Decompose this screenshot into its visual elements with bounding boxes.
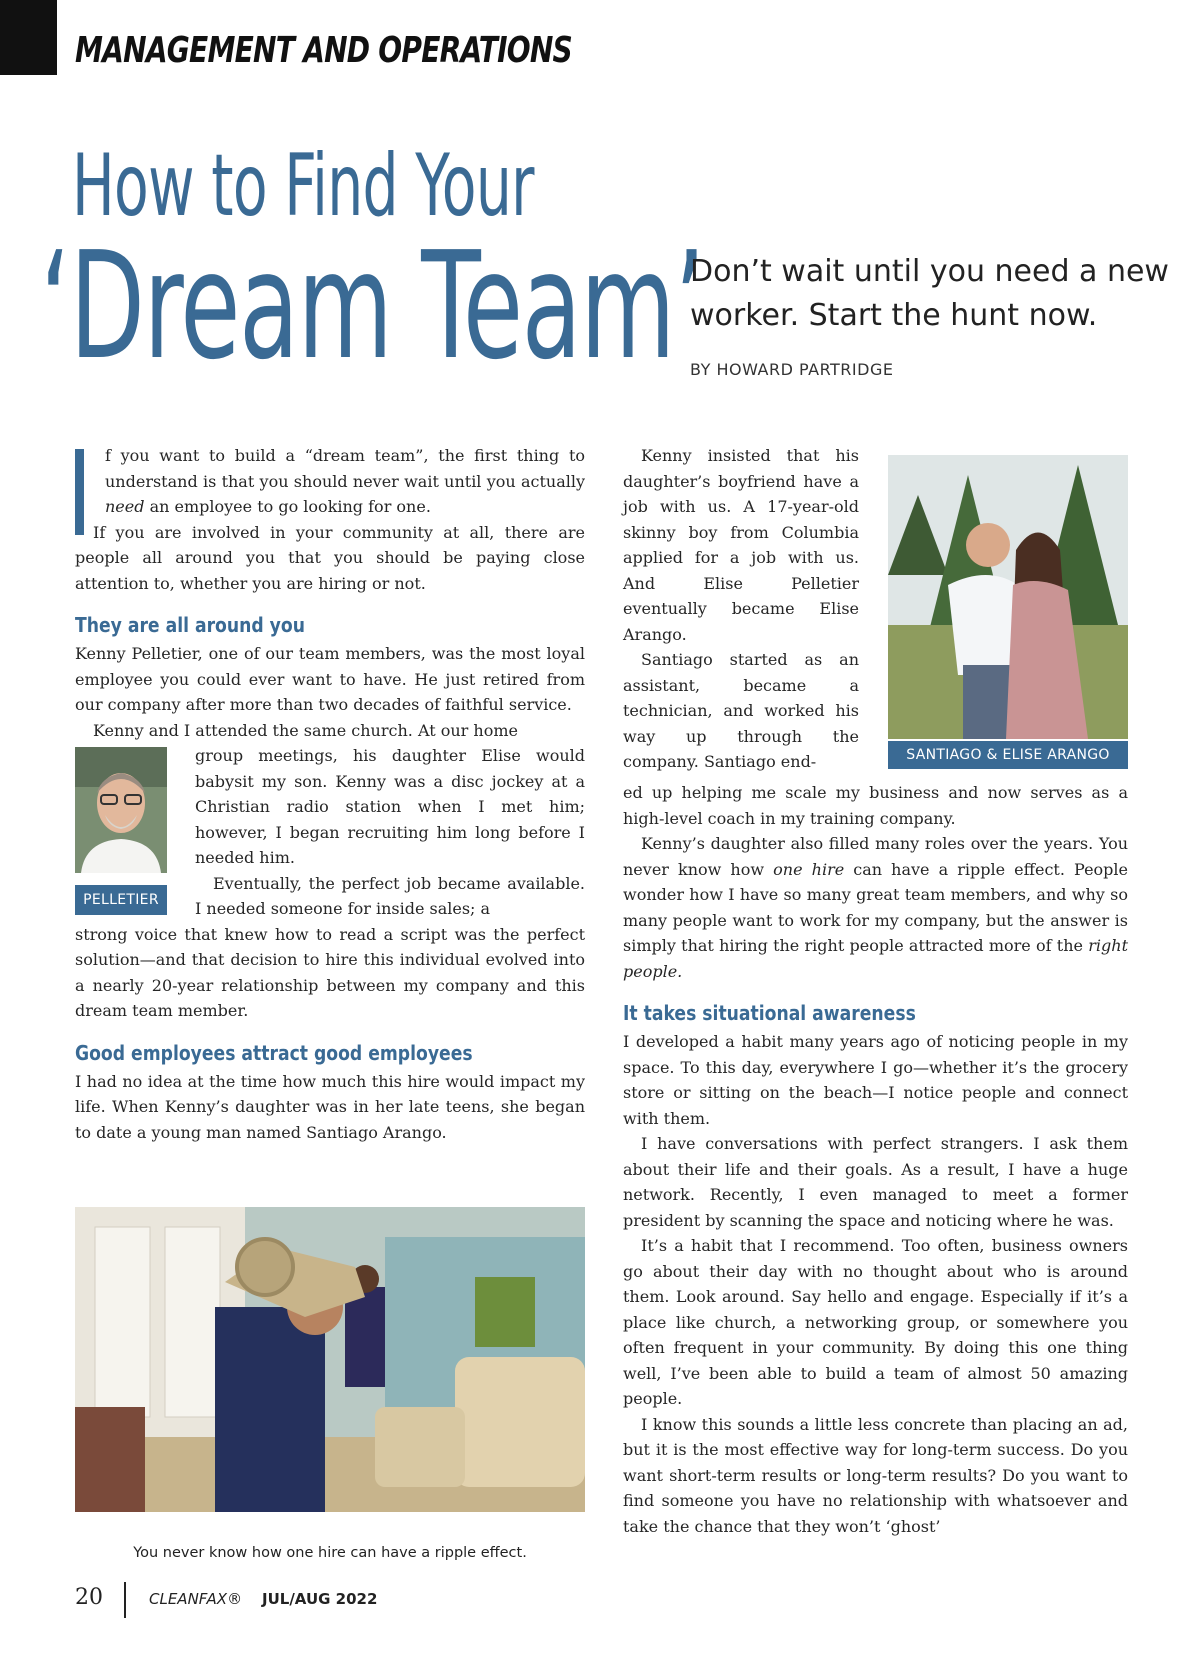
paragraph-strangers: I have conversations with perfect strangers. I ask them about their life and their goals. As a result, I have a huge network. Recently, I even managed to meet a former president by scanning the space and noticing where he was. [623,1134,1128,1230]
footer-divider [124,1582,126,1618]
magazine-name: CLEANFAX® [149,1590,243,1608]
subhead-situational: It takes situational awareness [623,1001,916,1025]
arango-couple-photo [888,455,1128,739]
paragraph-boyfriend: Kenny insisted that his daughter’s boyfriend have a job with us. A 17-year-old skinny boy from Columbia applied for a job with us. And Elise Pelletier eventually became Elise Arango. [623,446,859,644]
paragraph-recommend: It’s a habit that I recommend. Too often, business owners go about their day with no thought about who is around them. Look around. Say hello and engage. Especially if it’s a place like church, a networking group, or somewhere you often frequent in your community. By doing this one thing well, I’ve been able to build a team of almost 50 amazing people. [623,1236,1128,1408]
paragraph-santiago-start: Santiago started as an assistant, became a technician, and worked his way up through the company. Santiago end- [623,650,859,771]
paragraph-santiago: I had no idea at the time how much this hire would impact my life. When Kenny’s daughter was in her late teens, she began to date a young man named Santiago Arango. [75,1071,585,1142]
paragraph-concrete: I know this sounds a little less concrete than placing an ad, but it is the most effective way for long-term success. Do you want short-term results or long-term results? Do you want to find someone you have no relationship with whatsoever and take the chance that they won’t ‘ghost’ [623,1414,1128,1536]
right-column [623,780,1128,1539]
headline-line-2: ‘Dream Team’ [40,220,704,392]
pelletier-photo [75,747,167,873]
page-number: 20 [75,1585,103,1610]
headline-line-1: How to Find Your [72,136,534,236]
paragraph-church-b: group meetings, his daughter Elise would babysit my son. Kenny was a disc jockey at a Christian radio station when I met him; however, I began recruiting him long before I needed him. [195,746,585,867]
paragraph-ripple: Kenny’s daughter also filled many roles over the years. You never know how one hire can have a ripple effect. People wonder how I have so many great team members, and why so many people want to work for my company, but the answer is simply that hiring the right people attracted more of the right people. [623,834,1128,981]
paragraph-habit: I developed a habit many years ago of noticing people in my space. To this day, everywhere I go—whether it’s the grocery store or sitting on the beach—I notice people and connect with them. [623,1032,1128,1128]
carpet-photo-caption: You never know how one hire can have a ripple effect. [133,1545,527,1561]
byline: BY HOWARD PARTRIDGE [690,360,894,379]
arango-caption: SANTIAGO & ELISE ARANGO [888,741,1128,769]
intro-paragraph-2: If you are involved in your community at all, there are people all around you that you should be paying close attention to, whether you are hiring or not. [75,522,585,593]
paragraph-church-a: Kenny and I attended the same church. At our home [93,720,518,740]
subhead-good-employees: Good employees attract good employees [75,1040,473,1065]
pelletier-figure [75,743,167,922]
issue-date: JUL/AUG 2022 [262,1590,378,1608]
subhead-all-around: They are all around you [75,613,305,637]
section-label: MANAGEMENT AND OPERATIONS [75,30,573,71]
paragraph-kenny: Kenny Pelletier, one of our team members, was the most loyal employee you could ever want to have. He just retired from our company after more than two decades of faithful service. [75,644,585,714]
paragraph-eventually-b: strong voice that knew how to read a script was the perfect solution—and that decision to hire this individual evolved into a nearly 20-year relationship between my company and this dream team member. [75,924,585,1020]
section-marker [0,0,57,75]
left-column [75,443,585,1145]
pelletier-caption: PELLETIER [75,885,167,915]
deck-subtitle: Don’t wait until you need a new worker. Start the hunt now. [690,254,1169,333]
carpet-cleaners-photo [75,1207,585,1512]
right-column-narrow [623,443,859,775]
paragraph-santiago-end: ed up helping me scale my business and now serves as a high-level coach in my training company. [623,783,1128,828]
paragraph-eventually-a: Eventually, the perfect job became available. I needed someone for inside sales; a [195,873,585,918]
intro-paragraph: f you want to build a “dream team”, the first thing to understand is that you should never wait until you actually need an employee to go looking for one. [105,446,585,516]
